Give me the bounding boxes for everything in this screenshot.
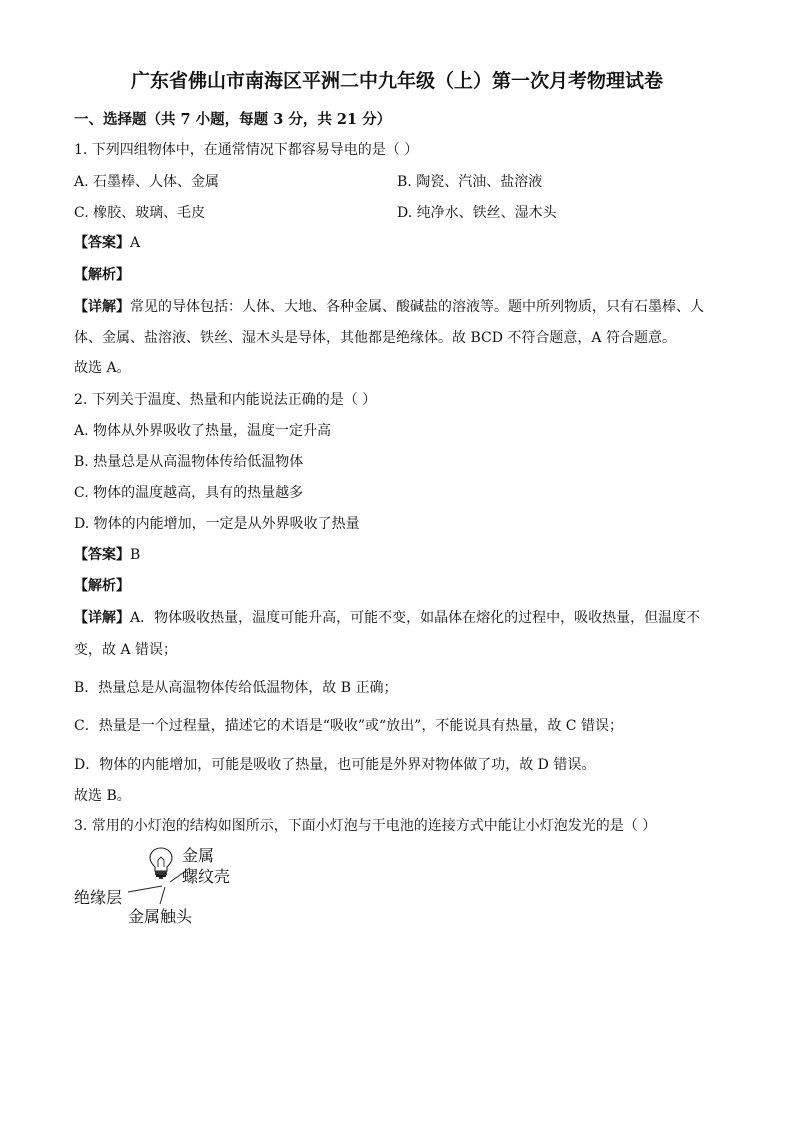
detail-tag: 【详解】 xyxy=(74,299,130,315)
figure-label-screw-shell: 螺纹壳 xyxy=(182,867,231,886)
q3-stem: 3. 常用的小灯泡的结构如图所示，下面小灯泡与干电池的连接方式中能让小灯泡发光的是（ ） xyxy=(74,818,657,834)
detail-text: A．物体吸收热量，温度可能升高，可能不变，如晶体在熔化的过程中，吸收热量，但温度不 xyxy=(130,610,701,626)
q2-detail-line-2: 变，故 A 错误； xyxy=(74,642,178,658)
q1-stem: 1. 下列四组物体中，在通常情况下都容易导电的是（ ） xyxy=(74,142,419,158)
answer-tag: 【答案】 xyxy=(74,547,130,563)
q1-option-a: A. 石墨棒、人体、金属 xyxy=(74,174,220,190)
q1-conclusion: 故选 A。 xyxy=(74,360,131,376)
q2-detail-line-1 xyxy=(74,608,700,628)
q2-detail-b: B．热量总是从高温物体传给低温物体，故 B 正确； xyxy=(74,680,398,696)
q2-detail-d: D．物体的内能增加，可能是吸收了热量，也可能是外界对物体做了功，故 D 错误。 xyxy=(74,757,596,773)
q1-detail-line-1 xyxy=(74,297,704,317)
page-title: 广东省佛山市南海区平洲二中九年级（上）第一次月考物理试卷 xyxy=(130,70,663,92)
q2-answer xyxy=(74,545,140,565)
figure-label-metal-contact: 金属触头 xyxy=(128,907,193,926)
answer-value: B xyxy=(130,547,141,563)
answer-tag: 【答案】 xyxy=(74,235,130,251)
q1-detail-line-2: 体、金属、盐溶液、铁丝、湿木头是导体，其他都是绝缘体。故 BCD 不符合题意，A 符合题意。 xyxy=(74,330,676,346)
q1-analysis-tag: 【解析】 xyxy=(74,267,130,283)
detail-text: 常见的导体包括：人体、大地、各种金属、酸碱盐的溶液等。题中所列物质，只有石墨棒、人 xyxy=(130,299,704,315)
q1-option-d: D. 纯净水、铁丝、湿木头 xyxy=(397,205,557,221)
q2-option-b: B. 热量总是从高温物体传给低温物体 xyxy=(74,454,304,470)
q2-stem: 2. 下列关于温度、热量和内能说法正确的是（ ） xyxy=(74,392,377,408)
q2-option-c: C. 物体的温度越高，具有的热量越多 xyxy=(74,485,304,501)
q1-option-c: C. 橡胶、玻璃、毛皮 xyxy=(74,205,206,221)
detail-tag: 【详解】 xyxy=(74,610,130,626)
q1-answer xyxy=(74,233,140,253)
q2-option-a: A. 物体从外界吸收了热量，温度一定升高 xyxy=(74,423,332,439)
q1-option-b: B. 陶瓷、汽油、盐溶液 xyxy=(397,174,543,190)
section-heading: 一、选择题（共 7 小题，每题 3 分，共 21 分） xyxy=(74,111,392,128)
figure-label-metal: 金属 xyxy=(182,846,215,865)
q2-option-d: D. 物体的内能增加，一定是从外界吸收了热量 xyxy=(74,516,360,532)
q2-detail-c: C．热量是一个过程量，描述它的术语是“吸收”或“放出”，不能说具有热量，故 C 错误； xyxy=(74,718,623,734)
answer-value: A xyxy=(130,235,141,251)
q2-analysis-tag: 【解析】 xyxy=(74,578,130,594)
figure-label-insulation: 绝缘层 xyxy=(74,888,123,907)
q2-conclusion: 故选 B。 xyxy=(74,788,131,804)
